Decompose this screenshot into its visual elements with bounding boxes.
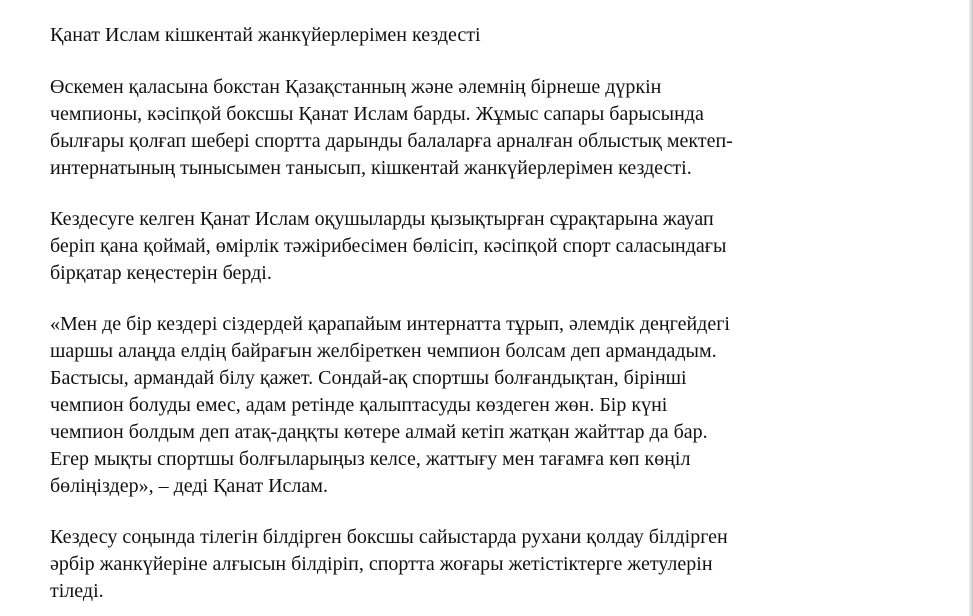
text-line: чемпионы, кәсіпқой боксшы Қанат Ислам барды. Жұмыс сапары барысында	[50, 103, 704, 125]
window-right-border	[969, 0, 973, 616]
paragraph-1	[50, 74, 950, 182]
text-line: Бастысы, армандай білу қажет. Сондай-ақ спортшы болғандықтан, бірінші	[50, 367, 687, 389]
text-line: бірқатар кеңестерін берді.	[50, 262, 272, 284]
text-line: әрбір жанкүйеріне алғысын білдіріп, спортта жоғары жетістіктерге жетулерін	[50, 553, 713, 575]
paragraph-2	[50, 206, 950, 287]
text-line: Кездесу соңында тілегін білдірген боксшы сайыстарда рухани қолдау білдірген	[50, 526, 728, 548]
text-line: Егер мықты спортшы болғыларыңыз келсе, жаттығу мен тағамға көп көңіл	[50, 448, 691, 470]
paragraph-4	[50, 524, 950, 605]
text-line: Өскемен қаласына бокстан Қазақстанның және әлемнің бірнеше дүркін	[50, 76, 662, 98]
text-line: бөліңіздер», – деді Қанат Ислам.	[50, 475, 328, 497]
text-line: чемпион болдым деп атақ-даңқты көтере алмай кетіп жатқан жайттар да бар.	[50, 421, 708, 443]
text-line: беріп қана қоймай, өмірлік тәжірибесімен бөлісіп, кәсіпқой спорт саласындағы	[50, 235, 727, 257]
text-line: шаршы алаңда елдің байрағын желбіреткен чемпион болсам деп армандадым.	[50, 340, 717, 362]
text-line: тіледі.	[50, 580, 104, 602]
paragraph-3-quote	[50, 311, 950, 500]
text-line: чемпион болуды емес, адам ретінде қалыптасуды көздеген жөн. Бір күні	[50, 394, 668, 416]
text-line: Кездесуге келген Қанат Ислам оқушыларды қызықтырған сұрақтарына жауап	[50, 208, 714, 230]
text-line: былғары қолғап шебері спортта дарынды балаларға арналған облыстық мектеп-	[50, 130, 733, 152]
article-body	[50, 22, 950, 616]
text-line: «Мен де бір кездері сіздердей қарапайым интернатта тұрып, әлемдік деңгейдегі	[50, 313, 730, 335]
article-title: Қанат Ислам кішкентай жанкүйерлерімен кездесті	[50, 24, 481, 46]
text-line: интернатының тынысымен танысып, кішкентай жанкүйерлерімен кездесті.	[50, 157, 692, 179]
